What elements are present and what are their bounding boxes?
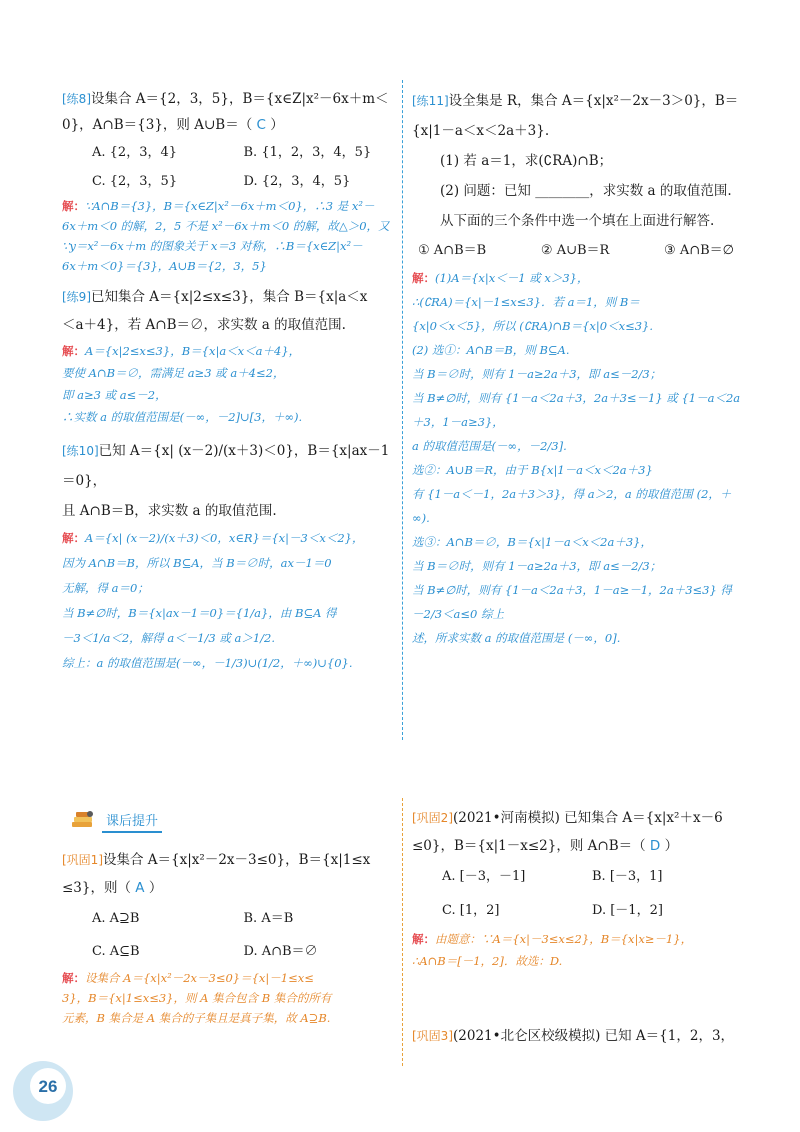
- solution-line: A＝{x|2≤x≤3}，B＝{x|a＜x＜a＋4}，: [85, 344, 301, 358]
- right-column-bottom: [412, 804, 742, 1050]
- solution: [62, 526, 395, 676]
- solution-line: 无解，得 a＝0；: [62, 581, 149, 595]
- solution-label: 解：: [62, 199, 85, 213]
- question-stem: ）: [265, 117, 284, 133]
- page-number: 26: [38, 1077, 58, 1096]
- solution-line: 有 {1－a＜－1，2a＋3＞3}，得 a＞2，a 的取值范围 (2，＋∞).: [412, 487, 732, 525]
- section-header: [70, 808, 162, 834]
- left-column-bottom: [62, 846, 395, 1028]
- solution-line: ∴A∩B＝[－1，2]．故选：D.: [412, 954, 563, 968]
- solution: [412, 928, 742, 972]
- right-column-top: [412, 86, 742, 650]
- solution-line: ∵A∩B＝{3}，B＝{x∈Z|x²－6x＋m＜0}，∴3 是 x²－: [85, 199, 375, 213]
- question-part-2: (2) 问题：已知 ________，求实数 a 的取值范围.: [440, 183, 732, 199]
- solution: [412, 266, 742, 650]
- solution-label: 解：: [62, 531, 85, 545]
- solution: [62, 968, 395, 1028]
- solution-label: 解：: [412, 932, 435, 946]
- section-title: 课后提升: [102, 810, 162, 833]
- option: C. A⊆B: [92, 944, 140, 959]
- solution-line: 当 B＝∅时，则有 1－a≥2a＋3，即 a≤－2/3；: [412, 367, 662, 381]
- solution-line: 综上：a 的取值范围是(－∞，－1/3)∪(1/2，＋∞)∪{0}.: [62, 656, 353, 670]
- solution-line: 当 B＝∅时，则有 1－a≥2a＋3，即 a≤－2/3；: [412, 559, 662, 573]
- condition-item: ② A∪B＝R: [540, 243, 610, 258]
- solution-line: 当 B≠∅时，则有 {1－a＜2a＋3，1－a≥－1，2a＋3≤3} 得－2/3＜a≤0 综上: [412, 583, 732, 621]
- options: [412, 860, 742, 928]
- question-stem: 已知 A＝{x| (x－2)/(x＋3)＜0}，B＝{x|ax－1＝0}，: [62, 443, 390, 489]
- book-stack-icon: [70, 808, 96, 834]
- solution-line: 选③：A∩B＝∅，B＝{x|1－a＜x＜2a＋3}，: [412, 535, 652, 549]
- options: [62, 902, 395, 968]
- exercise-tag: [练11]: [412, 94, 449, 108]
- option: C. {2，3，5}: [92, 174, 178, 189]
- solution-line: 6x＋m＜0}＝{3}，A∪B＝{2，3，5}: [62, 259, 267, 273]
- question-stem: 设全集是 R，集合 A＝{x|x²－2x－3＞0}，B＝: [448, 93, 739, 109]
- solution-line: 6x＋m＜0 的解，2，5 不是 x²－6x＋m＜0 的解，故△＞0，又: [62, 219, 390, 233]
- solution-label: 解：: [62, 971, 85, 985]
- exercise-11: [412, 86, 742, 650]
- consolidation-2: [412, 804, 742, 972]
- condition-item: ③ A∩B＝∅: [664, 243, 734, 258]
- question-stem: ≤0}，B＝{x|1－x≤2}，则 A∩B＝（: [412, 838, 650, 854]
- solution-line: (1)A＝{x|x＜－1 或 x＞3}，: [435, 271, 589, 285]
- question-stem: 且 A∩B＝B，求实数 a 的取值范围.: [62, 503, 277, 519]
- page-number-badge: [10, 1058, 76, 1124]
- solution-line: (2) 选①：A∩B＝B，则 B⊆A.: [412, 343, 570, 357]
- solution-line: ∴实数 a 的取值范围是(－∞，－2]∪[3，＋∞).: [62, 410, 303, 424]
- solution-line: a 的取值范围是(－∞，－2/3].: [412, 439, 567, 453]
- option: D. A∩B＝∅: [243, 944, 318, 959]
- question-stem: 0}，A∩B＝{3}，则 A∪B＝（: [62, 117, 257, 133]
- exercise-9: [62, 284, 395, 428]
- exercise-10: [62, 436, 395, 676]
- left-column-top: [62, 86, 395, 676]
- answer-choice: D: [649, 838, 661, 854]
- option: C. [1，2]: [442, 903, 500, 918]
- exercise-8: [62, 86, 395, 276]
- option: B. {1，2，3，4，5}: [243, 145, 372, 160]
- solution-line: {x|0＜x＜5}，所以 (∁RA)∩B＝{x|0＜x≤3}.: [412, 319, 654, 333]
- question-part-1: (1) 若 a＝1，求(∁RA)∩B；: [440, 153, 613, 169]
- option: D. [－1，2]: [592, 903, 663, 918]
- question-stem: 已知集合 A＝{x|2≤x≤3}，集合 B＝{x|a＜x: [91, 289, 368, 305]
- option: A. A⊇B: [92, 911, 140, 926]
- question-stem: (2021•北仑区校级模拟) 已知 A＝{1，2，3，: [453, 1028, 735, 1044]
- solution-line: 设集合 A＝{x|x²－2x－3≤0}＝{x|－1≤x≤: [85, 971, 314, 985]
- condition-list: [412, 236, 742, 266]
- answer-choice: C: [256, 117, 266, 133]
- solution-line: 要使 A∩B＝∅，需满足 a≥3 或 a＋4≤2，: [62, 366, 285, 380]
- exercise-tag: [巩固3]: [412, 1029, 453, 1043]
- exercise-tag: [练9]: [62, 290, 91, 304]
- question-stem: ）: [144, 880, 163, 896]
- column-divider-top: [402, 80, 403, 740]
- option: B. [－3，1]: [592, 869, 663, 884]
- consolidation-1: [62, 846, 395, 1028]
- solution-line: －3＜1/a＜2，解得 a＜－1/3 或 a＞1/2.: [62, 631, 276, 645]
- solution-line: 由题意：∵A＝{x|－3≤x≤2}，B＝{x|x≥－1}，: [435, 932, 693, 946]
- option: A. [－3，－1]: [442, 869, 526, 884]
- solution-line: 述，所求实数 a 的取值范围是 (－∞，0].: [412, 631, 621, 645]
- question-stem: 设集合 A＝{x|x²－2x－3≤0}，B＝{x|1≤x: [103, 852, 371, 868]
- exercise-tag: [练10]: [62, 444, 99, 458]
- options: [62, 138, 395, 196]
- column-divider-bottom: [402, 798, 403, 1066]
- condition-item: ① A∩B＝B: [418, 243, 487, 258]
- solution-line: 选②：A∪B＝R，由于 B{x|1－a＜x＜2a＋3}: [412, 463, 653, 477]
- solution-line: 即 a≥3 或 a≤－2，: [62, 388, 167, 402]
- exercise-tag: [练8]: [62, 92, 91, 106]
- solution: [62, 340, 395, 428]
- question-stem: ＜a＋4}，若 A∩B＝∅，求实数 a 的取值范围.: [62, 317, 346, 333]
- question-stem: (2021•河南模拟) 已知集合 A＝{x|x²＋x－6: [453, 810, 723, 826]
- consolidation-3: [412, 1022, 742, 1050]
- option: A. {2，3，4}: [92, 145, 178, 160]
- solution-line: A＝{x| (x－2)/(x＋3)＜0，x∈R}＝{x|－3＜x＜2}，: [85, 531, 364, 545]
- question-stem: ）: [660, 838, 679, 854]
- solution-line: 元素，B 集合是 A 集合的子集且是真子集，故 A⊇B.: [62, 1011, 331, 1025]
- question-instruction: 从下面的三个条件中选一个填在上面进行解答.: [440, 213, 715, 229]
- solution-label: 解：: [62, 344, 85, 358]
- solution: [62, 196, 395, 276]
- question-stem: 设集合 A＝{2，3，5}，B＝{x∈Z|x²－6x＋m＜: [91, 91, 389, 107]
- option: B. A＝B: [243, 911, 294, 926]
- solution-line: ∵y＝x²－6x＋m 的图象关于 x＝3 对称，∴B＝{x∈Z|x²－: [62, 239, 363, 253]
- question-stem: {x|1－a＜x＜2a＋3}.: [412, 123, 550, 139]
- solution-line: 因为 A∩B＝B，所以 B⊆A，当 B＝∅时，ax－1＝0: [62, 556, 332, 570]
- solution-line: ∴(∁RA)＝{x|－1≤x≤3}．若 a＝1，则 B＝: [412, 295, 640, 309]
- exercise-tag: [巩固2]: [412, 811, 453, 825]
- solution-line: 当 B≠∅时，则有 {1－a＜2a＋3，2a＋3≤－1} 或 {1－a＜2a＋3，1－a≥3}，: [412, 391, 741, 429]
- question-stem: ≤3}，则（: [62, 880, 136, 896]
- answer-choice: A: [135, 880, 145, 896]
- exercise-tag: [巩固1]: [62, 853, 103, 867]
- solution-label: 解：: [412, 271, 435, 285]
- solution-line: 3}，B＝{x|1≤x≤3}，则 A 集合包含 B 集合的所有: [62, 991, 332, 1005]
- option: D. {2，3，4，5}: [243, 174, 351, 189]
- solution-line: 当 B≠∅时，B＝{x|ax－1＝0}＝{1/a}，由 B⊆A 得: [62, 606, 337, 620]
